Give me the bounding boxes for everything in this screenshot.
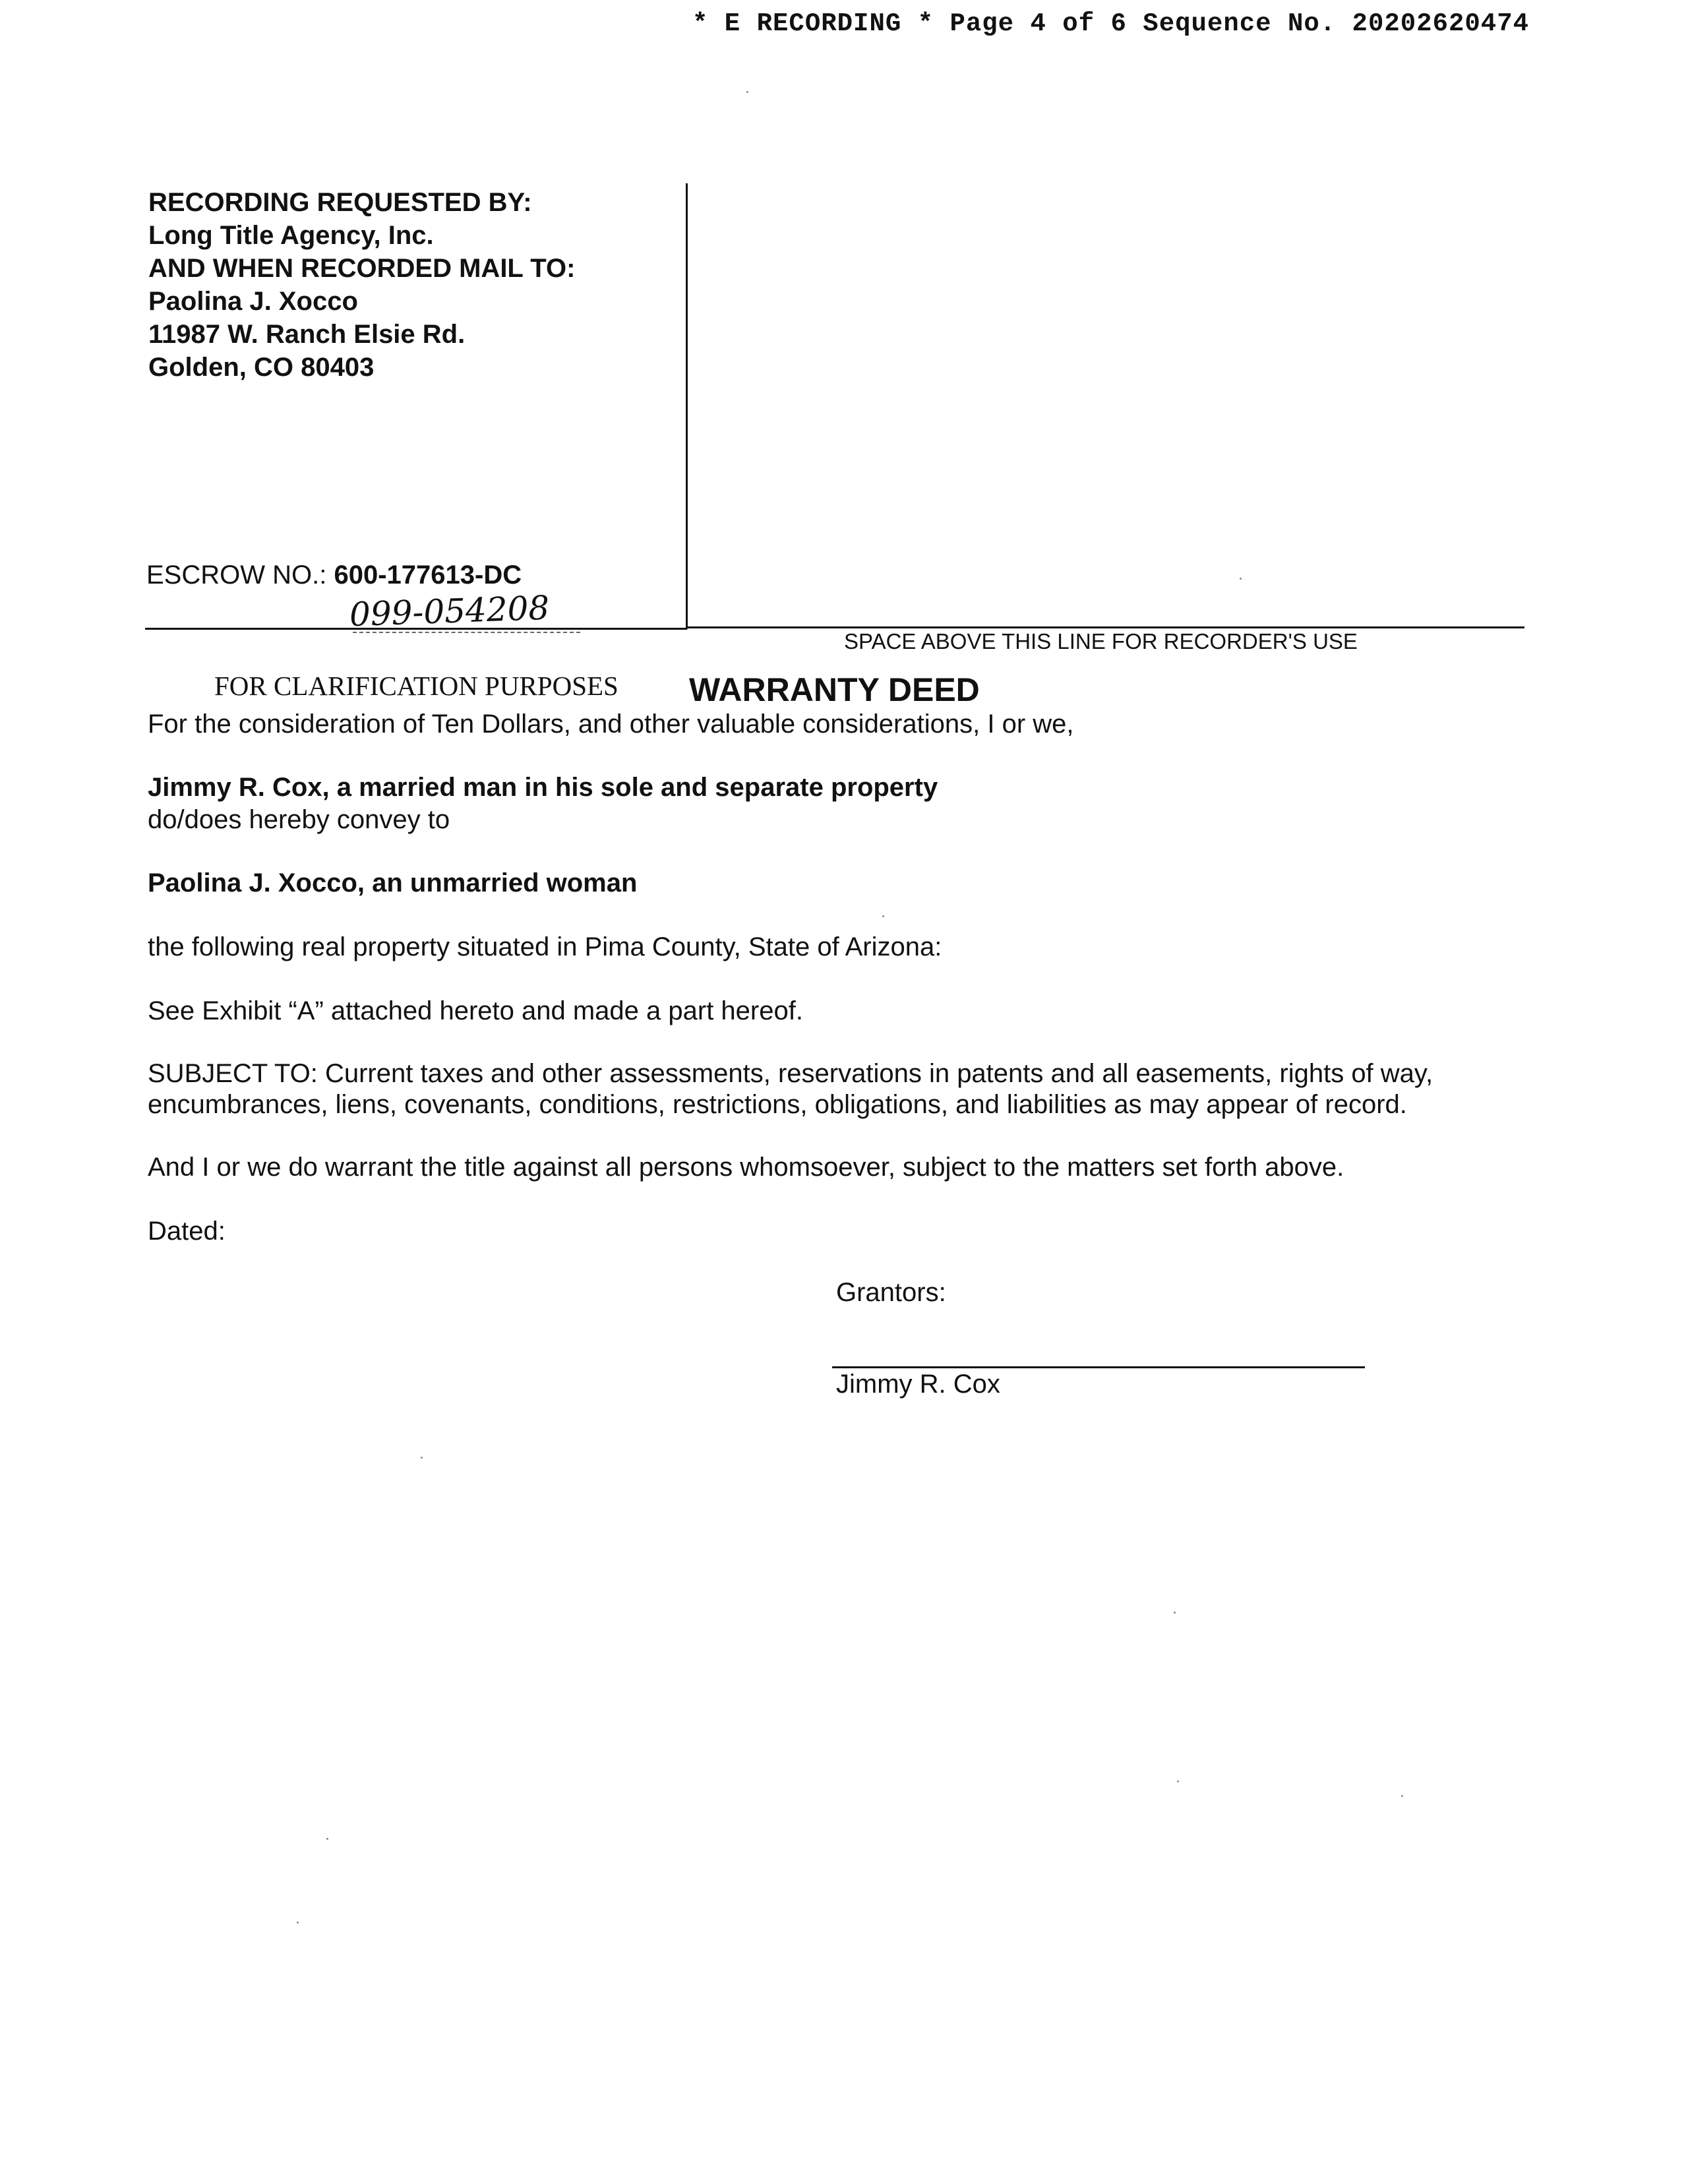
scan-speck bbox=[326, 1838, 328, 1840]
convey-text: do/does hereby convey to bbox=[148, 805, 450, 834]
warrant-text: And I or we do warrant the title against all persons whomsoever, subject to the matters set forth above. bbox=[148, 1153, 1344, 1182]
handwritten-underline bbox=[353, 632, 580, 633]
document-title: WARRANTY DEED bbox=[689, 671, 980, 708]
mail-to-name: Paolina J. Xocco bbox=[148, 287, 358, 316]
mail-to-street: 11987 W. Ranch Elsie Rd. bbox=[148, 320, 466, 349]
scan-speck bbox=[1177, 1780, 1179, 1782]
mail-to-city: Golden, CO 80403 bbox=[148, 353, 375, 382]
clarification-stamp: FOR CLARIFICATION PURPOSES bbox=[214, 671, 618, 701]
grantor-text: Jimmy R. Cox, a married man in his sole and separate property bbox=[148, 773, 938, 802]
escrow-label: ESCROW NO.: bbox=[146, 561, 327, 590]
recorder-use-line bbox=[686, 626, 1524, 628]
escrow-value: 600-177613-DC bbox=[334, 561, 522, 590]
mail-to-label: AND WHEN RECORDED MAIL TO: bbox=[148, 254, 576, 283]
scan-speck bbox=[297, 1922, 299, 1924]
recording-header-stamp: * E RECORDING * Page 4 of 6 Sequence No. 20202620474 bbox=[692, 9, 1529, 38]
recording-block-divider bbox=[686, 183, 688, 629]
grantee-text: Paolina J. Xocco, an unmarried woman bbox=[148, 868, 638, 897]
subject-to-line-1: SUBJECT TO: Current taxes and other assessments, reservations in patents and all easements, rights of way, bbox=[148, 1059, 1433, 1088]
requested-by-label: RECORDING REQUESTED BY: bbox=[148, 188, 532, 217]
scan-speck bbox=[882, 915, 884, 917]
consideration-text: For the consideration of Ten Dollars, and other valuable considerations, I or we, bbox=[148, 710, 1074, 739]
dated-label: Dated: bbox=[148, 1217, 226, 1246]
recorder-use-note: SPACE ABOVE THIS LINE FOR RECORDER'S USE bbox=[844, 629, 1358, 653]
requested-by-value: Long Title Agency, Inc. bbox=[148, 221, 434, 250]
recording-info-block bbox=[148, 186, 575, 384]
handwritten-parcel-number: 099-054208 bbox=[349, 588, 551, 634]
exhibit-text: See Exhibit “A” attached hereto and made a part hereof. bbox=[148, 996, 803, 1025]
escrow-number bbox=[146, 561, 522, 590]
signature-line bbox=[832, 1366, 1365, 1368]
scan-speck bbox=[1240, 578, 1242, 580]
scan-speck bbox=[746, 91, 748, 93]
scan-speck bbox=[1401, 1795, 1403, 1797]
subject-to-line-2: encumbrances, liens, covenants, conditions, restrictions, obligations, and liabilities as may appear of record. bbox=[148, 1090, 1407, 1119]
scan-speck bbox=[1174, 1612, 1176, 1614]
grantors-label: Grantors: bbox=[836, 1278, 946, 1307]
grantor-signature-name: Jimmy R. Cox bbox=[836, 1370, 1000, 1399]
property-text: the following real property situated in Pima County, State of Arizona: bbox=[148, 932, 942, 961]
scan-speck bbox=[421, 1457, 423, 1459]
